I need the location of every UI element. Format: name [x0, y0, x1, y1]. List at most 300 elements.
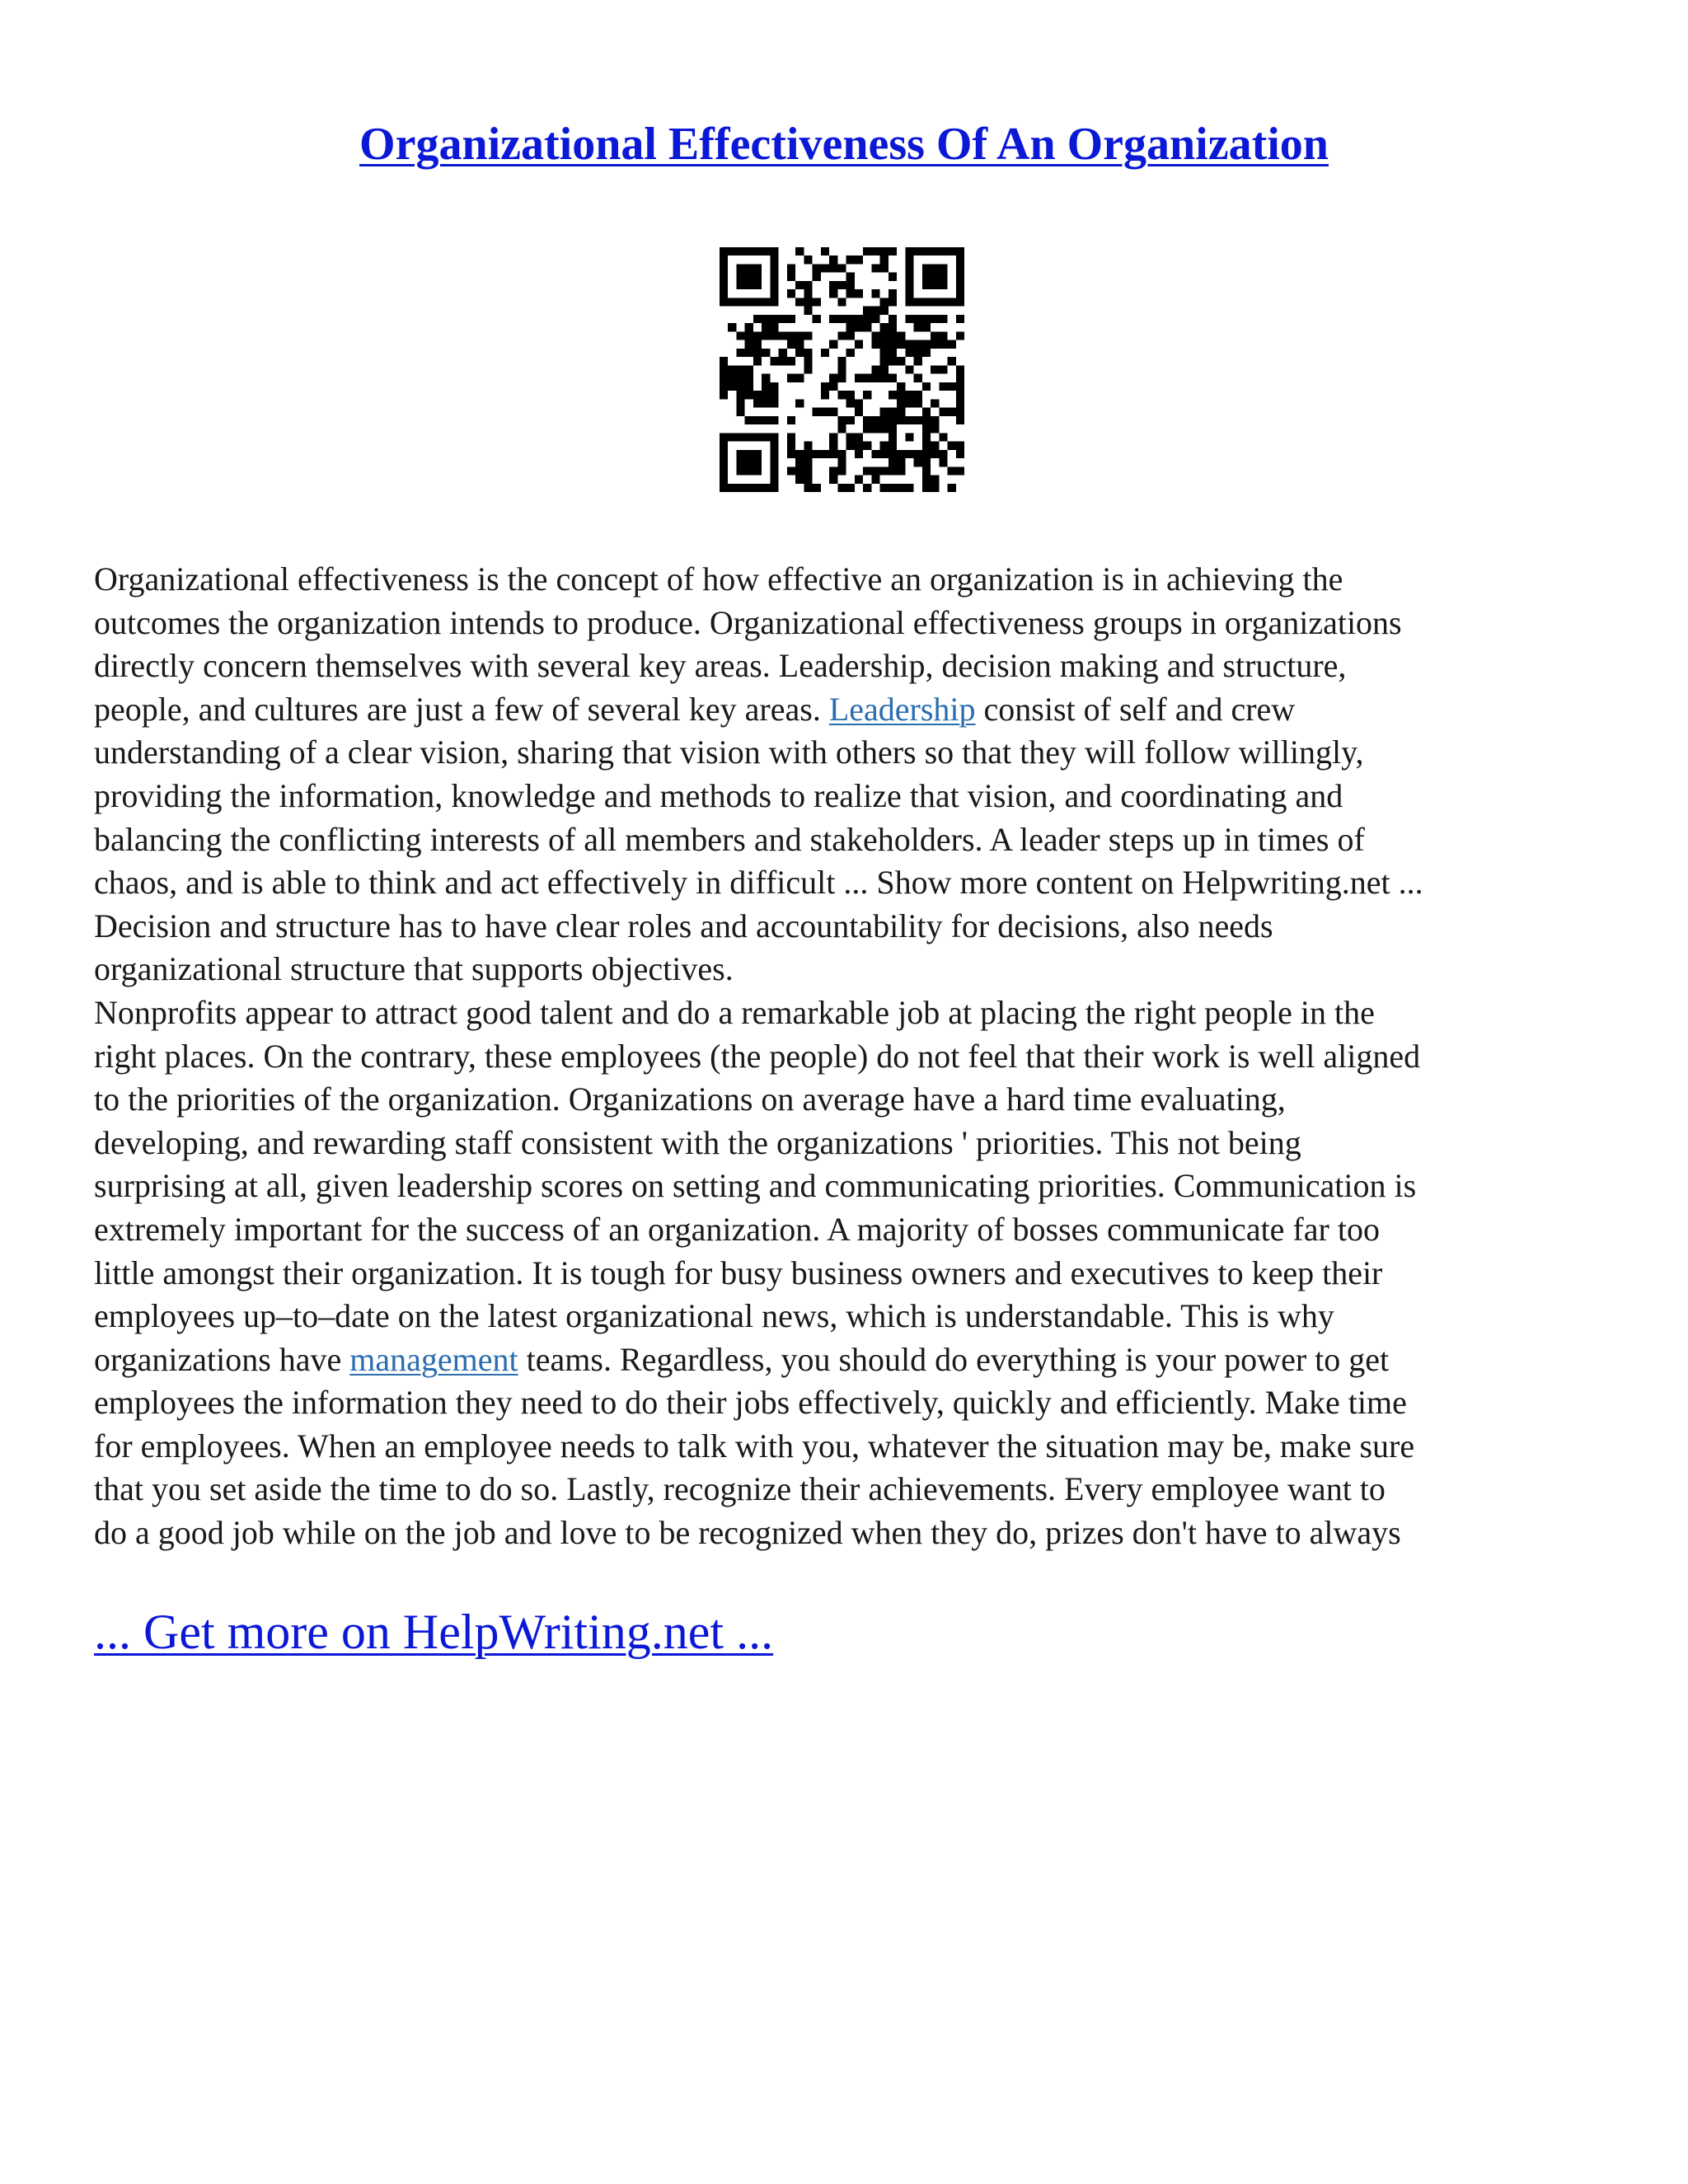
- qr-module: [728, 374, 736, 382]
- qr-module: [922, 458, 931, 466]
- qr-module: [813, 298, 821, 306]
- qr-module: [762, 382, 770, 391]
- qr-module: [948, 408, 956, 416]
- qr-module: [889, 357, 897, 365]
- qr-module: [779, 331, 787, 340]
- qr-module: [922, 349, 931, 357]
- qr-module: [889, 273, 897, 281]
- qr-module: [720, 466, 728, 475]
- text-line: [94, 1338, 1602, 1382]
- qr-module: [880, 365, 889, 373]
- qr-module: [736, 281, 744, 289]
- qr-module: [889, 416, 897, 424]
- qr-module: [762, 391, 770, 399]
- qr-module: [889, 408, 897, 416]
- qr-module: [762, 484, 770, 492]
- qr-module: [846, 416, 855, 424]
- qr-module: [855, 433, 863, 441]
- qr-module: [846, 273, 855, 281]
- qr-module: [745, 466, 753, 475]
- qr-module: [829, 433, 837, 441]
- qr-module: [720, 273, 728, 281]
- qr-module: [905, 340, 913, 349]
- qr-module: [829, 264, 837, 272]
- qr-module: [720, 264, 728, 272]
- text-line: [94, 991, 1602, 1035]
- qr-module: [837, 315, 846, 323]
- qr-module: [855, 374, 863, 382]
- qr-module: [880, 357, 889, 365]
- qr-module: [855, 255, 863, 264]
- text-line: [94, 775, 1602, 818]
- inline-link-management[interactable]: management: [349, 1340, 518, 1378]
- qr-module: [905, 273, 913, 281]
- qr-module: [863, 374, 871, 382]
- qr-module: [931, 281, 939, 289]
- qr-module: [753, 264, 762, 272]
- qr-module: [905, 450, 913, 458]
- qr-module: [745, 349, 753, 357]
- qr-module: [897, 408, 905, 416]
- qr-module: [956, 255, 964, 264]
- qr-module: [753, 273, 762, 281]
- qr-module: [837, 365, 846, 373]
- qr-module: [745, 331, 753, 340]
- text-segment: outcomes the organization intends to produce. Organizational effectiveness groups in organizations: [94, 603, 1402, 641]
- qr-module: [728, 247, 736, 255]
- qr-module: [770, 382, 778, 391]
- qr-module: [779, 349, 787, 357]
- qr-module: [939, 450, 947, 458]
- qr-module: [837, 331, 846, 340]
- qr-module: [897, 399, 905, 407]
- qr-module: [770, 484, 778, 492]
- get-more-link[interactable]: ... Get more on HelpWriting.net ...: [94, 1605, 774, 1659]
- qr-module: [753, 298, 762, 306]
- qr-module: [745, 247, 753, 255]
- qr-module: [871, 424, 879, 433]
- qr-module: [939, 247, 947, 255]
- qr-module: [871, 331, 879, 340]
- qr-module: [922, 273, 931, 281]
- qr-module: [736, 349, 744, 357]
- qr-module: [753, 315, 762, 323]
- qr-module: [956, 374, 964, 382]
- qr-module: [863, 416, 871, 424]
- qr-module: [770, 466, 778, 475]
- qr-module: [889, 374, 897, 382]
- qr-module: [897, 391, 905, 399]
- qr-module: [736, 399, 744, 407]
- qr-module: [880, 331, 889, 340]
- qr-module: [846, 484, 855, 492]
- qr-module: [770, 323, 778, 331]
- qr-module: [855, 399, 863, 407]
- text-line: [94, 1122, 1602, 1165]
- text-segment: organizations have: [94, 1340, 350, 1378]
- qr-module: [948, 247, 956, 255]
- qr-module: [736, 365, 744, 373]
- qr-module: [804, 349, 812, 357]
- text-line: [94, 1078, 1602, 1122]
- qr-module: [871, 315, 879, 323]
- qr-module: [787, 433, 795, 441]
- qr-module: [905, 315, 913, 323]
- qr-module: [779, 357, 787, 365]
- qr-module: [745, 323, 753, 331]
- qr-module: [889, 433, 897, 441]
- qr-module: [846, 399, 855, 407]
- qr-module: [905, 399, 913, 407]
- qr-module: [905, 255, 913, 264]
- qr-module: [753, 433, 762, 441]
- qr-module: [770, 255, 778, 264]
- qr-module: [880, 484, 889, 492]
- text-segment: Nonprofits appear to attract good talent and do a remarkable job at placing the right people in the: [94, 993, 1375, 1031]
- qr-module: [795, 399, 804, 407]
- qr-module: [837, 484, 846, 492]
- qr-module: [939, 365, 947, 373]
- qr-module: [745, 458, 753, 466]
- qr-module: [753, 391, 762, 399]
- qr-module: [762, 416, 770, 424]
- qr-module: [770, 273, 778, 281]
- qr-module: [939, 264, 947, 272]
- qr-module: [855, 315, 863, 323]
- qr-module: [720, 281, 728, 289]
- qr-module: [787, 466, 795, 475]
- inline-link-leadership[interactable]: Leadership: [828, 690, 976, 728]
- text-line: [94, 558, 1602, 602]
- qr-module: [813, 315, 821, 323]
- qr-module: [770, 357, 778, 365]
- qr-module: [956, 416, 964, 424]
- qr-module: [889, 458, 897, 466]
- text-segment: employees up–to–date on the latest organizational news, which is understandable. This is why: [94, 1297, 1334, 1335]
- text-line: [94, 602, 1602, 645]
- qr-module: [914, 450, 922, 458]
- qr-module: [931, 484, 939, 492]
- qr-module: [931, 247, 939, 255]
- qr-module: [922, 408, 931, 416]
- qr-module: [863, 442, 871, 450]
- text-segment: employees the information they need to do their jobs effectively, quickly and efficiently. Make time: [94, 1384, 1407, 1422]
- qr-module: [855, 340, 863, 349]
- qr-module: [745, 416, 753, 424]
- qr-module: [762, 433, 770, 441]
- qr-module: [846, 323, 855, 331]
- qr-module: [922, 416, 931, 424]
- qr-module: [880, 323, 889, 331]
- qr-module: [889, 424, 897, 433]
- qr-module: [821, 391, 829, 399]
- qr-module: [956, 382, 964, 391]
- qr-module: [804, 458, 812, 466]
- qr-module: [846, 281, 855, 289]
- qr-module: [745, 298, 753, 306]
- qr-module: [889, 289, 897, 298]
- qr-module: [720, 450, 728, 458]
- qr-module: [871, 340, 879, 349]
- qr-module: [863, 391, 871, 399]
- qr-module: [720, 382, 728, 391]
- qr-module: [863, 315, 871, 323]
- qr-module: [804, 357, 812, 365]
- qr-module: [922, 433, 931, 441]
- qr-module: [762, 399, 770, 407]
- article-body: [94, 558, 1602, 1555]
- qr-module: [837, 357, 846, 365]
- text-segment: surprising at all, given leadership scores on setting and communicating priorities. Communication is: [94, 1167, 1417, 1205]
- qr-module: [837, 391, 846, 399]
- text-line: [94, 1511, 1602, 1555]
- qr-module: [931, 442, 939, 450]
- qr-module: [956, 331, 964, 340]
- qr-module: [922, 323, 931, 331]
- qr-module: [889, 315, 897, 323]
- qr-module: [914, 349, 922, 357]
- qr-module: [795, 466, 804, 475]
- qr-module: [728, 365, 736, 373]
- qr-module: [787, 340, 795, 349]
- qr-module: [804, 442, 812, 450]
- qr-module: [762, 349, 770, 357]
- qr-module: [821, 247, 829, 255]
- qr-module: [720, 442, 728, 450]
- qr-module: [753, 331, 762, 340]
- qr-module: [863, 424, 871, 433]
- qr-module: [770, 331, 778, 340]
- qr-module: [745, 484, 753, 492]
- qr-module: [871, 247, 879, 255]
- qr-module: [837, 424, 846, 433]
- qr-module: [863, 323, 871, 331]
- qr-module: [720, 484, 728, 492]
- qr-module: [855, 323, 863, 331]
- qr-module: [889, 298, 897, 306]
- qr-module: [813, 408, 821, 416]
- qr-module: [736, 247, 744, 255]
- text-line: [94, 948, 1602, 991]
- qr-module: [770, 289, 778, 298]
- qr-module: [762, 298, 770, 306]
- qr-module: [720, 289, 728, 298]
- qr-module: [837, 450, 846, 458]
- qr-module: [922, 281, 931, 289]
- qr-module: [880, 264, 889, 272]
- qr-module: [948, 466, 956, 475]
- text-line: [94, 688, 1602, 732]
- qr-module: [880, 466, 889, 475]
- qr-module: [813, 450, 821, 458]
- qr-module: [787, 289, 795, 298]
- qr-module: [753, 281, 762, 289]
- qr-module: [821, 349, 829, 357]
- qr-module: [931, 399, 939, 407]
- qr-module: [753, 416, 762, 424]
- qr-module: [897, 458, 905, 466]
- text-segment: Decision and structure has to have clear roles and accountability for decisions, also needs: [94, 907, 1273, 944]
- qr-module: [745, 391, 753, 399]
- qr-module: [922, 424, 931, 433]
- title-link[interactable]: Organizational Effectiveness Of An Organization: [359, 119, 1329, 170]
- qr-module: [813, 264, 821, 272]
- text-line: [94, 1295, 1602, 1338]
- qr-module: [770, 247, 778, 255]
- qr-module: [720, 476, 728, 484]
- qr-module: [837, 298, 846, 306]
- qr-module: [770, 433, 778, 441]
- qr-module: [905, 433, 913, 441]
- qr-module: [922, 264, 931, 272]
- qr-module: [770, 442, 778, 450]
- text-line: [94, 1381, 1602, 1425]
- qr-module: [770, 450, 778, 458]
- qr-module: [728, 323, 736, 331]
- qr-module: [931, 340, 939, 349]
- qr-module: [787, 315, 795, 323]
- qr-module: [905, 484, 913, 492]
- qr-module: [931, 273, 939, 281]
- text-segment: extremely important for the success of an organization. A majority of bosses communicate far too: [94, 1210, 1380, 1248]
- get-more-paragraph: [94, 1603, 773, 1661]
- qr-module: [956, 450, 964, 458]
- qr-module: [736, 273, 744, 281]
- page-title: [0, 115, 1688, 173]
- qr-module: [804, 365, 812, 373]
- qr-module: [837, 281, 846, 289]
- qr-module: [914, 315, 922, 323]
- qr-module: [720, 374, 728, 382]
- qr-module: [728, 382, 736, 391]
- qr-module: [905, 391, 913, 399]
- qr-module: [795, 458, 804, 466]
- qr-module: [956, 391, 964, 399]
- qr-module: [897, 450, 905, 458]
- qr-module: [889, 323, 897, 331]
- text-segment: organizational structure that supports objectives.: [94, 950, 734, 988]
- qr-module: [931, 264, 939, 272]
- qr-module: [745, 365, 753, 373]
- qr-module: [880, 307, 889, 315]
- qr-module: [770, 399, 778, 407]
- qr-module: [770, 391, 778, 399]
- qr-module: [829, 442, 837, 450]
- text-line: [94, 905, 1602, 949]
- qr-module: [795, 450, 804, 458]
- qr-module: [914, 399, 922, 407]
- qr-module: [931, 450, 939, 458]
- qr-module: [914, 374, 922, 382]
- qr-module: [905, 298, 913, 306]
- qr-module: [837, 458, 846, 466]
- qr-module: [939, 315, 947, 323]
- qr-module: [939, 331, 947, 340]
- qr-module: [829, 476, 837, 484]
- qr-module: [787, 442, 795, 450]
- qr-module: [804, 298, 812, 306]
- qr-module: [914, 416, 922, 424]
- qr-module: [787, 450, 795, 458]
- text-line: [94, 1035, 1602, 1079]
- text-segment: do a good job while on the job and love to be recognized when they do, prizes don't have to always: [94, 1514, 1401, 1552]
- qr-module: [931, 298, 939, 306]
- qr-module: [880, 416, 889, 424]
- qr-module: [770, 298, 778, 306]
- qr-module: [787, 273, 795, 281]
- qr-module: [905, 281, 913, 289]
- qr-module: [795, 374, 804, 382]
- qr-module: [931, 365, 939, 373]
- qr-module: [914, 340, 922, 349]
- qr-module: [745, 433, 753, 441]
- qr-module: [897, 382, 905, 391]
- qr-module: [956, 298, 964, 306]
- qr-module: [736, 466, 744, 475]
- qr-module: [889, 391, 897, 399]
- qr-module: [897, 357, 905, 365]
- qr-module: [863, 484, 871, 492]
- text-line: [94, 1208, 1602, 1252]
- qr-module: [804, 289, 812, 298]
- text-line: [94, 818, 1602, 862]
- text-segment: teams. Regardless, you should do everything is your power to get: [518, 1340, 1390, 1378]
- qr-module: [736, 264, 744, 272]
- qr-module: [720, 365, 728, 373]
- qr-module: [956, 365, 964, 373]
- qr-module: [736, 382, 744, 391]
- qr-module: [753, 466, 762, 475]
- qr-module: [753, 484, 762, 492]
- text-segment: chaos, and is able to think and act effectively in difficult ... Show more content on Helpwriting.net ...: [94, 864, 1423, 902]
- qr-module: [753, 349, 762, 357]
- qr-module: [956, 408, 964, 416]
- qr-module: [880, 349, 889, 357]
- qr-module: [753, 450, 762, 458]
- qr-module: [863, 307, 871, 315]
- qr-module: [956, 466, 964, 475]
- qr-module: [922, 298, 931, 306]
- qr-module: [728, 484, 736, 492]
- qr-module: [736, 408, 744, 416]
- qr-module: [889, 484, 897, 492]
- qr-module: [889, 331, 897, 340]
- qr-module: [871, 450, 879, 458]
- qr-module: [829, 255, 837, 264]
- qr-module: [787, 374, 795, 382]
- qr-module: [745, 273, 753, 281]
- qr-module: [745, 281, 753, 289]
- qr-module: [889, 450, 897, 458]
- qr-module: [813, 273, 821, 281]
- qr-module: [745, 450, 753, 458]
- qr-module: [939, 281, 947, 289]
- text-segment: balancing the conflicting interests of all members and stakeholders. A leader steps up in times of: [94, 820, 1365, 858]
- qr-module: [829, 281, 837, 289]
- text-segment: developing, and rewarding staff consistent with the organizations ' priorities. This not being: [94, 1123, 1301, 1161]
- qr-module: [880, 340, 889, 349]
- qr-module: [871, 289, 879, 298]
- qr-module: [728, 298, 736, 306]
- qr-module: [762, 247, 770, 255]
- qr-module: [922, 476, 931, 484]
- qr-module: [753, 399, 762, 407]
- qr-module: [905, 264, 913, 272]
- qr-module: [897, 484, 905, 492]
- qr-module: [753, 247, 762, 255]
- qr-module: [770, 476, 778, 484]
- qr-module: [829, 408, 837, 416]
